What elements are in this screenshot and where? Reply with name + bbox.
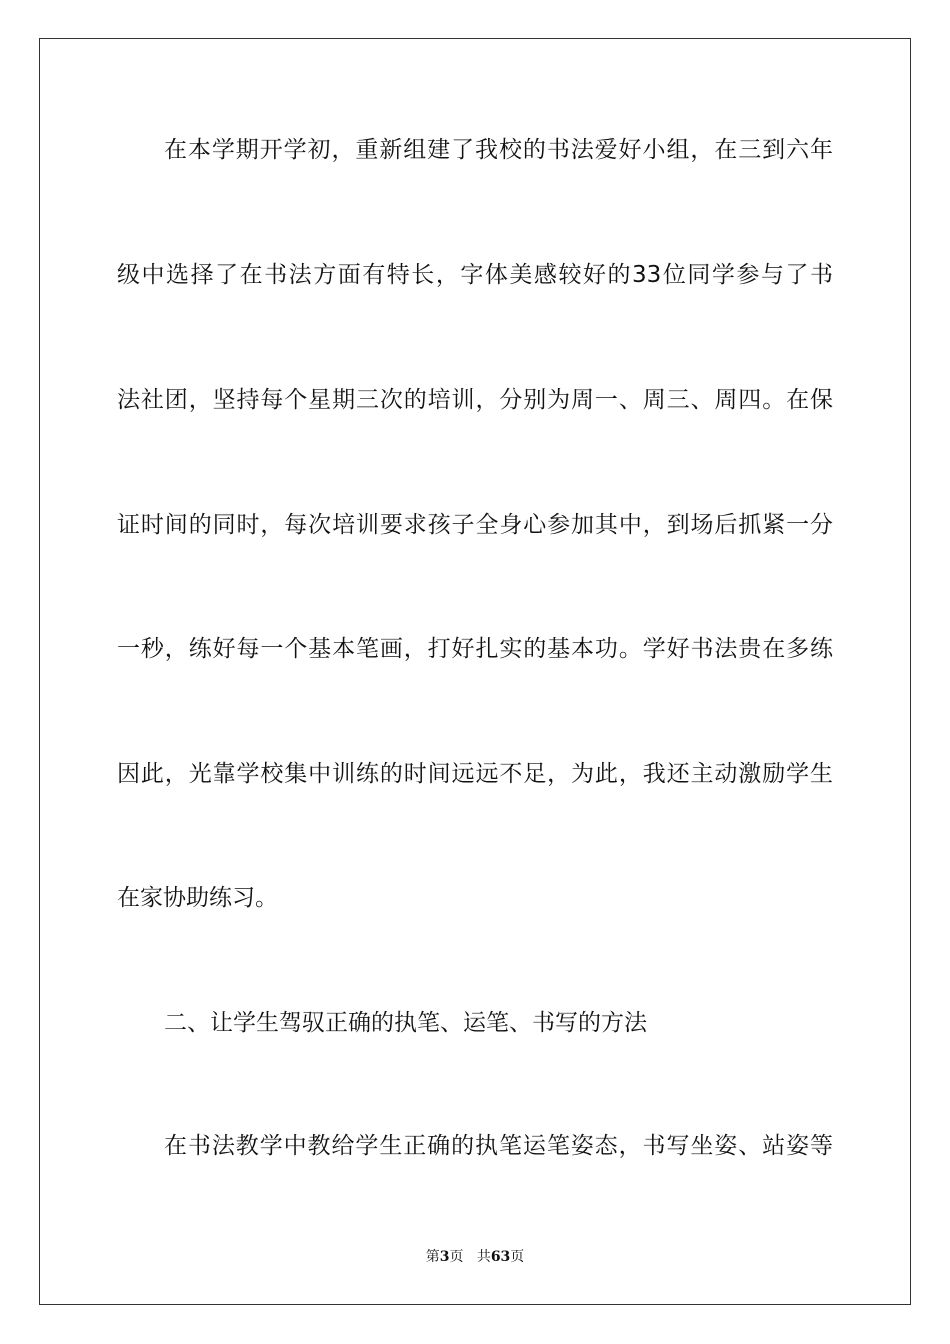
footer-page-prefix: 第 — [425, 1249, 440, 1265]
paragraph-line-4: 证时间的同时，每次培训要求孩子全身心参加其中，到场后抓紧一分 — [117, 512, 833, 538]
section-heading: 二、让学生驾驭正确的执笔、运笔、书写的方法 — [164, 1010, 647, 1036]
footer-total-suffix: 页 — [510, 1249, 525, 1265]
paragraph-line-7: 在家协助练习。 — [117, 885, 278, 911]
paragraph-line-5: 一秒，练好每一个基本笔画，打好扎实的基本功。学好书法贵在多练 — [117, 636, 833, 662]
page-footer — [0, 1248, 950, 1266]
paragraph-line-9: 在书法教学中教给学生正确的执笔运笔姿态，书写坐姿、站姿等 — [164, 1133, 833, 1159]
page-frame — [39, 38, 911, 1305]
paragraph-line-1: 在本学期开学初，重新组建了我校的书法爱好小组，在三到六年 — [164, 137, 833, 163]
footer-page-number: 3 — [439, 1249, 450, 1265]
paragraph-line-3: 法社团，坚持每个星期三次的培训，分别为周一、周三、周四。在保 — [117, 387, 833, 413]
paragraph-line-2: 级中选择了在书法方面有特长，字体美感较好的33位同学参与了书 — [117, 262, 833, 288]
footer-page-suffix: 页 — [449, 1249, 464, 1265]
footer-total-prefix: 共 — [476, 1249, 491, 1265]
footer-total-pages: 63 — [490, 1249, 511, 1265]
paragraph-line-6: 因此，光靠学校集中训练的时间远远不足，为此，我还主动激励学生 — [117, 761, 833, 787]
